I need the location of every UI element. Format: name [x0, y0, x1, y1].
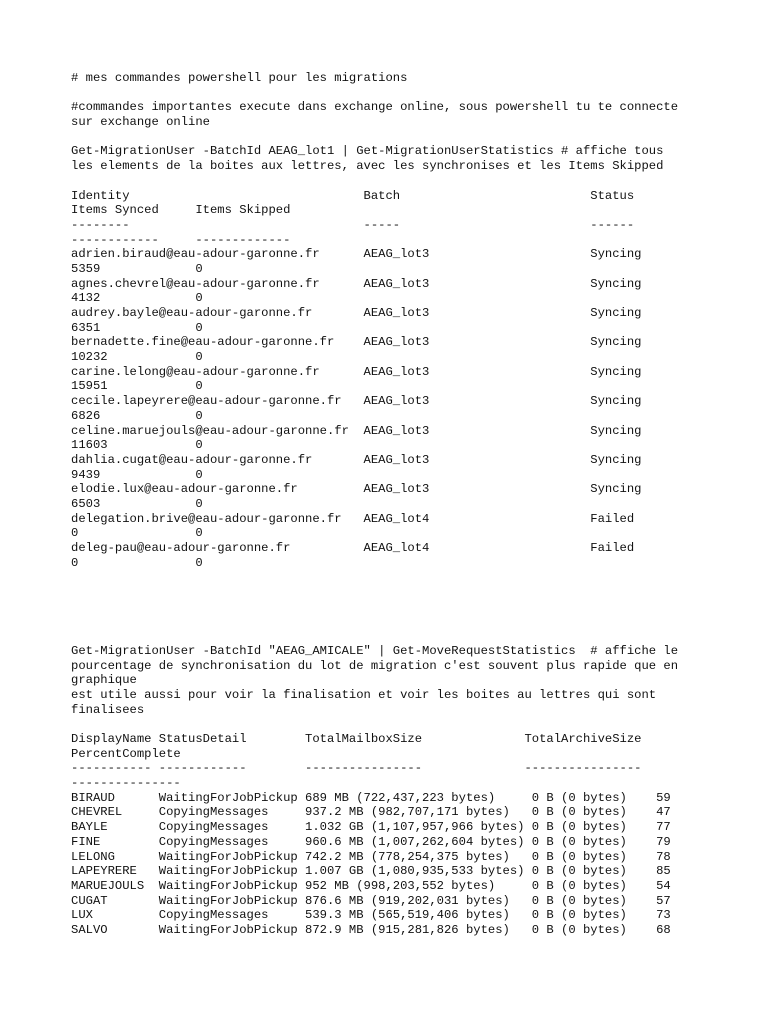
- move-request-table: [71, 732, 711, 938]
- intro-line: sur exchange online: [71, 115, 210, 130]
- table-row: BAYLE CopyingMessages 1.032 GB (1,107,957,966 bytes) 0 B (0 bytes) 77: [71, 820, 671, 835]
- table-body: [71, 791, 711, 938]
- table-header: Identity Batch Status: [71, 188, 635, 203]
- spacer: [71, 570, 711, 644]
- table-row-continuation: 9439 0: [71, 467, 203, 482]
- command-line: les elements de la boites aux lettres, avec les synchronises et les Items Skipped: [71, 159, 664, 174]
- table-row: cecile.lapeyrere@eau-adour-garonne.fr AEAG_lot3 Syncing: [71, 394, 642, 409]
- spacer: [71, 86, 711, 101]
- table-separator: ----------- ------------ ---------------- ----------------: [71, 761, 642, 776]
- table-header: DisplayName StatusDetail TotalMailboxSize TotalArchiveSize: [71, 732, 642, 746]
- table-row: BIRAUD WaitingForJobPickup 689 MB (722,437,223 bytes) 0 B (0 bytes) 59: [71, 790, 671, 805]
- command-1: [71, 144, 711, 173]
- table-row: SALVO WaitingForJobPickup 872.9 MB (915,281,826 bytes) 0 B (0 bytes) 68: [71, 922, 671, 937]
- spacer: [71, 717, 711, 732]
- table-row: carine.lelong@eau-adour-garonne.fr AEAG_lot3 Syncing: [71, 364, 642, 379]
- table-row-continuation: 0 0: [71, 555, 203, 570]
- table-header: Items Synced Items Skipped: [71, 203, 291, 218]
- table-row: elodie.lux@eau-adour-garonne.fr AEAG_lot3 Syncing: [71, 482, 642, 497]
- table-row: celine.maruejouls@eau-adour-garonne.fr AEAG_lot3 Syncing: [71, 423, 642, 438]
- table-row-continuation: 6503 0: [71, 496, 203, 511]
- table-row: LELONG WaitingForJobPickup 742.2 MB (778,254,375 bytes) 0 B (0 bytes) 78: [71, 849, 671, 864]
- migration-user-table: [71, 189, 711, 571]
- command-line: pourcentage de synchronisation du lot de migration c'est souvent plus rapide que en: [71, 658, 679, 673]
- table-row: deleg-pau@eau-adour-garonne.fr AEAG_lot4 Failed: [71, 541, 635, 555]
- table-header: PercentComplete: [71, 746, 181, 761]
- table-row-continuation: 10232 0: [71, 350, 203, 365]
- command-line: Get-MigrationUser -BatchId "AEAG_AMICALE" | Get-MoveRequestStatistics # affiche le: [71, 643, 679, 658]
- spacer: [71, 130, 711, 145]
- command-2: [71, 644, 711, 717]
- command-line: graphique: [71, 673, 137, 688]
- table-row-continuation: 11603 0: [71, 438, 203, 453]
- table-row: dahlia.cugat@eau-adour-garonne.fr AEAG_lot3 Syncing: [71, 452, 642, 467]
- table-row-continuation: 4132 0: [71, 291, 203, 306]
- intro-line: #commandes importantes execute dans exchange online, sous powershell tu te connecte: [71, 100, 679, 115]
- doc-title: # mes commandes powershell pour les migrations: [71, 71, 408, 85]
- table-row: MARUEJOULS WaitingForJobPickup 952 MB (998,203,552 bytes) 0 B (0 bytes) 54: [71, 878, 671, 893]
- command-line: est utile aussi pour voir la finalisation et voir les boites au lettres qui sont: [71, 687, 657, 702]
- table-body: [71, 247, 711, 570]
- table-row-continuation: 6826 0: [71, 408, 203, 423]
- table-separator: ------------ -------------: [71, 232, 291, 247]
- table-row-continuation: 5359 0: [71, 261, 203, 276]
- table-row: audrey.bayle@eau-adour-garonne.fr AEAG_lot3 Syncing: [71, 306, 642, 320]
- table-row: CUGAT WaitingForJobPickup 876.6 MB (919,202,031 bytes) 0 B (0 bytes) 57: [71, 893, 671, 908]
- command-line: Get-MigrationUser -BatchId AEAG_lot1 | Get-MigrationUserStatistics # affiche tous: [71, 144, 664, 159]
- table-separator: ---------------: [71, 776, 181, 791]
- spacer: [71, 174, 711, 189]
- table-row-continuation: 15951 0: [71, 379, 203, 394]
- table-row: FINE CopyingMessages 960.6 MB (1,007,262,604 bytes) 0 B (0 bytes) 79: [71, 834, 671, 849]
- intro-paragraph: [71, 100, 711, 129]
- table-separator: -------- ----- ------: [71, 217, 635, 232]
- table-row: LAPEYRERE WaitingForJobPickup 1.007 GB (1,080,935,533 bytes) 0 B (0 bytes) 85: [71, 864, 671, 879]
- table-row-continuation: 0 0: [71, 526, 203, 541]
- table-row: CHEVREL CopyingMessages 937.2 MB (982,707,171 bytes) 0 B (0 bytes) 47: [71, 805, 671, 820]
- table-row: agnes.chevrel@eau-adour-garonne.fr AEAG_lot3 Syncing: [71, 276, 642, 291]
- table-row: LUX CopyingMessages 539.3 MB (565,519,406 bytes) 0 B (0 bytes) 73: [71, 908, 671, 923]
- table-row-continuation: 6351 0: [71, 320, 203, 335]
- document-page: [71, 71, 711, 938]
- command-line: finalisees: [71, 702, 145, 717]
- table-row: delegation.brive@eau-adour-garonne.fr AEAG_lot4 Failed: [71, 511, 635, 526]
- table-row: bernadette.fine@eau-adour-garonne.fr AEAG_lot3 Syncing: [71, 335, 642, 350]
- table-row: adrien.biraud@eau-adour-garonne.fr AEAG_lot3 Syncing: [71, 247, 642, 262]
